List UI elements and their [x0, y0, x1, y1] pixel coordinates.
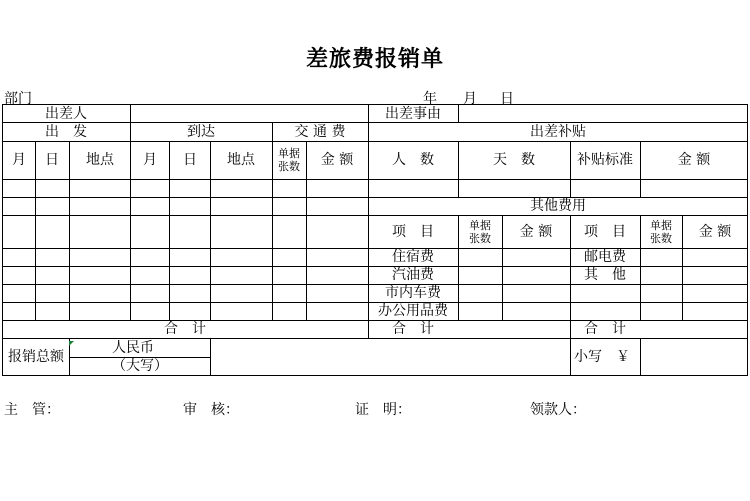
other-costs-label: 其他费用: [530, 198, 586, 214]
total-middle: 合 计: [392, 321, 434, 337]
review-label: 审 核：: [183, 402, 239, 418]
day-label: 日: [500, 91, 514, 107]
reason-label: 出差事由: [385, 106, 441, 122]
depart-place-header: 地点: [86, 152, 114, 168]
item-local-transport: 市内车费: [385, 285, 441, 301]
small-amount-label: 小写 ￥: [574, 349, 630, 365]
allowance-amount-header: 金 额: [677, 152, 711, 168]
year-label: 年: [423, 91, 437, 107]
item-fuel: 汽油费: [392, 267, 434, 283]
standard-header: 补贴标准: [577, 152, 633, 168]
item-header-left: 项 目: [392, 224, 434, 240]
cell-comment-marker: [69, 341, 74, 346]
item-office-supplies: 办公用品费: [378, 303, 448, 319]
item-lodging: 住宿费: [392, 249, 434, 265]
transport-amount-header: 金 额: [320, 152, 354, 168]
receipt-header-right: 单据张数: [650, 219, 672, 245]
arrive-place-header: 地点: [227, 152, 255, 168]
form-title: 差旅费报销单: [305, 47, 444, 72]
item-other: 其 他: [584, 267, 626, 283]
depart-day-header: 日: [45, 152, 59, 168]
transport-receipt-header: 单据张数: [278, 147, 300, 173]
supervisor-label: 主 管：: [4, 402, 60, 418]
recipient-label: 领款人：: [530, 402, 586, 418]
total-left: 合 计: [164, 321, 206, 337]
receipt-header-left: 单据张数: [469, 219, 491, 245]
arrive-day-header: 日: [183, 152, 197, 168]
reimb-total-label: 报销总额: [8, 349, 64, 365]
amount-header-right: 金 额: [698, 224, 732, 240]
item-header-right: 项 目: [584, 224, 626, 240]
transport-label: 交 通 费: [294, 124, 346, 140]
depart-label: 出 发: [45, 124, 87, 140]
persons-header: 人 数: [392, 152, 434, 168]
item-postal: 邮电费: [584, 249, 626, 265]
total-right: 合 计: [584, 321, 626, 337]
arrive-month-header: 月: [143, 152, 157, 168]
arrive-label: 到达: [187, 124, 215, 140]
traveler-label: 出差人: [45, 106, 87, 122]
capital-label: （大写）: [112, 358, 168, 374]
allowance-label: 出差补贴: [530, 124, 586, 140]
month-label: 月: [463, 91, 477, 107]
rmb-label: 人民币: [112, 340, 154, 356]
proof-label: 证 明：: [355, 402, 411, 418]
days-header: 天 数: [493, 152, 535, 168]
amount-header-left: 金 额: [519, 224, 553, 240]
dept-label: 部门: [4, 91, 32, 107]
depart-month-header: 月: [12, 152, 26, 168]
